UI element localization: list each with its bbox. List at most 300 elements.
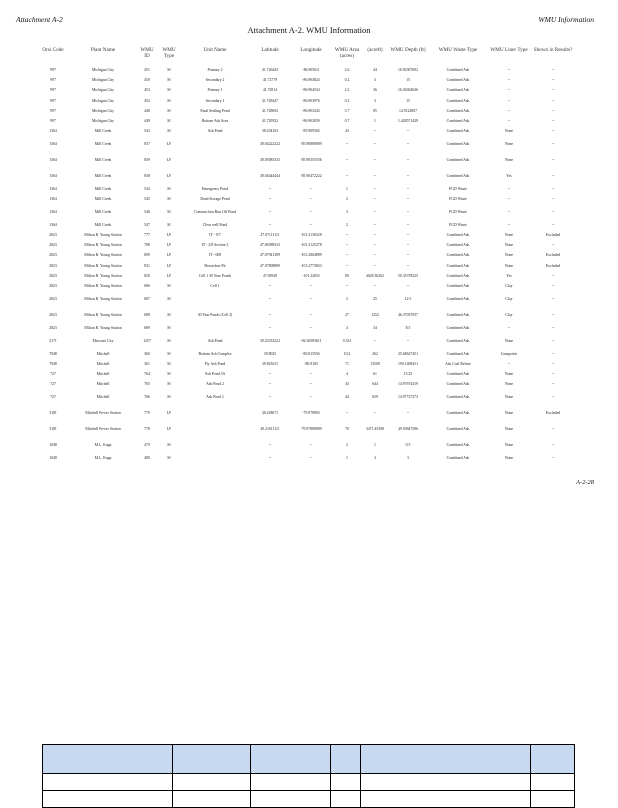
cell-plant: Michigan City: [91, 118, 115, 123]
cell-shown: Excluded: [545, 263, 561, 268]
cell-plant: Michigan City: [91, 98, 115, 103]
cell-lat: 41.728447: [261, 98, 279, 103]
cell-code: 2823: [49, 253, 57, 258]
cell-depth: 50.35378225: [398, 273, 418, 278]
cell-shown: --: [551, 68, 555, 73]
cell-acreft: --: [373, 338, 377, 343]
table-row: [36, 271, 576, 281]
table-row: [36, 65, 576, 75]
footer-cell: [531, 774, 575, 791]
cell-id: 838: [144, 173, 150, 178]
cell-unit: Ash Pond 3A: [204, 372, 226, 377]
cell-acreft: 3: [374, 98, 376, 103]
column-header: Orsi Code: [42, 47, 64, 53]
cell-code: 997: [50, 78, 56, 83]
cell-waste: Combined Ash: [446, 118, 470, 123]
cell-unit: IT - 9/7: [209, 233, 221, 238]
cell-lat: 38.04444444: [260, 173, 280, 178]
cell-code: 3181: [49, 411, 57, 416]
table-row: [36, 261, 576, 271]
cell-area: 43: [345, 129, 349, 134]
cell-id: 544: [144, 186, 150, 191]
cell-waste: Combined Ash: [446, 243, 470, 248]
cell-depth: --: [406, 142, 410, 147]
cell-type: SI: [167, 455, 171, 460]
cell-lon: -86.904824: [302, 78, 320, 83]
cell-area: 80: [345, 273, 349, 278]
cell-area: 1: [346, 455, 348, 460]
table-header-row: [36, 46, 576, 65]
table-row: [36, 194, 576, 204]
cell-area: 2: [346, 196, 348, 201]
cell-code: 2823: [49, 233, 57, 238]
cell-liner: None: [504, 142, 514, 147]
cell-depth: 8.5: [405, 325, 411, 330]
cell-area: --: [345, 253, 349, 258]
cell-lat: 41.728692: [261, 108, 279, 113]
cell-code: 2823: [49, 325, 57, 330]
cell-depth: 14.9122807: [398, 108, 418, 113]
cell-lat: 40.21611111: [260, 426, 280, 431]
cell-depth: 1.428571429: [398, 118, 418, 123]
cell-lat: --: [268, 395, 272, 400]
cell-lon: -85.90888889: [300, 142, 322, 147]
cell-liner: None: [504, 372, 514, 377]
cell-shown: --: [551, 78, 555, 83]
cell-unit: [180, 291, 250, 307]
cell-lon: --: [309, 196, 313, 201]
cell-code: 1364: [49, 157, 57, 162]
cell-unit: IT - 2/8 Section 3: [201, 243, 229, 248]
cell-code: 997: [50, 68, 56, 73]
cell-type: LF: [166, 233, 172, 238]
column-header: WMU Area (acres): [334, 47, 360, 59]
cell-waste: Combined Ash: [446, 395, 470, 400]
cell-area: --: [345, 157, 349, 162]
cell-id: 839: [144, 157, 150, 162]
cell-acreft: 25: [373, 297, 377, 302]
cell-liner: --: [507, 222, 511, 227]
cell-lat: 47.05949: [262, 273, 278, 278]
footer-header-cell: [531, 745, 575, 774]
cell-unit: Ash Pond: [207, 129, 223, 134]
cell-lat: 38.05083333: [260, 157, 280, 162]
cell-lon: -79.97888889: [300, 426, 322, 431]
cell-plant: Milton R. Young Station: [84, 325, 122, 330]
cell-unit: Emergency Pond: [202, 186, 228, 191]
cell-waste: Combined Ash: [446, 372, 470, 377]
cell-type: LF: [166, 157, 172, 162]
cell-shown: --: [551, 284, 555, 289]
header-right-label: WMU Information: [538, 15, 594, 24]
cell-type: SI: [167, 284, 171, 289]
cell-plant: M.L. Kapp: [94, 442, 112, 447]
cell-lon: --: [309, 209, 313, 214]
cell-lon: --: [309, 382, 313, 387]
cell-lat: --: [268, 455, 272, 460]
cell-shown: --: [551, 297, 555, 302]
table-row: [36, 379, 576, 389]
footer-table-header-row: [43, 745, 575, 774]
cell-shown: --: [551, 209, 555, 214]
cell-liner: Yes: [506, 273, 512, 278]
cell-lon: -85.90472222: [300, 173, 322, 178]
cell-id: 777: [144, 233, 150, 238]
cell-plant: Mill Creek: [94, 196, 112, 201]
cell-lat: 47.07941389: [260, 253, 280, 258]
cell-lon: --: [309, 222, 313, 227]
cell-lon: -86.905611: [302, 68, 320, 73]
cell-unit: [180, 421, 250, 437]
cell-lat: --: [268, 284, 272, 289]
cell-plant: Mitchell: [96, 372, 110, 377]
cell-area: 1: [346, 186, 348, 191]
cell-depth: 15: [406, 78, 410, 83]
cell-area: 2.6: [344, 68, 350, 73]
cell-liner: None: [504, 382, 514, 387]
cell-shown: --: [551, 455, 555, 460]
cell-lat: --: [268, 196, 272, 201]
cell-code: 7948: [49, 351, 57, 356]
cell-unit: Dead Storage Pond: [200, 196, 230, 201]
cell-plant: Mill Creek: [94, 129, 112, 134]
cell-waste: Combined Ash: [446, 142, 470, 147]
cell-type: SI: [167, 108, 171, 113]
cell-depth: --: [406, 196, 410, 201]
table-row: [36, 220, 576, 230]
cell-depth: 15: [406, 98, 410, 103]
cell-depth: 12.5: [404, 297, 412, 302]
cell-shown: --: [551, 338, 555, 343]
cell-area: 0.2: [344, 98, 350, 103]
cell-plant: Missouri City: [92, 338, 114, 343]
cell-plant: Mitchell: [96, 351, 110, 356]
table-row: [36, 333, 576, 349]
cell-plant: Milton R. Young Station: [84, 273, 122, 278]
table-row: [36, 291, 576, 307]
cell-waste: Combined Ash: [446, 297, 470, 302]
page-number: A-2-28: [575, 479, 594, 486]
cell-unit: Clear well Pond: [202, 222, 228, 227]
footer-cell: [331, 774, 361, 791]
table-row: [36, 85, 576, 95]
cell-area: --: [345, 233, 349, 238]
cell-waste: Combined Ash: [446, 253, 470, 258]
cell-waste: Combined Ash: [446, 273, 470, 278]
cell-depth: 3: [407, 455, 409, 460]
cell-lat: --: [268, 372, 272, 377]
cell-type: SI: [167, 351, 171, 356]
cell-type: SI: [167, 222, 171, 227]
cell-waste: FGD Waste: [449, 196, 467, 201]
cell-area: 4: [346, 325, 348, 330]
cell-unit: 30 Year Ponds (Cell 2): [197, 312, 233, 317]
cell-shown: --: [551, 361, 555, 366]
cell-waste: Combined Ash: [446, 233, 470, 238]
table-row: [36, 106, 576, 116]
cell-waste: Combined Ash: [446, 129, 470, 134]
cell-id: 831: [144, 263, 150, 268]
cell-id: 809: [144, 253, 150, 258]
cell-lat: 39.8025: [263, 351, 277, 356]
cell-lon: --: [309, 312, 313, 317]
cell-acreft: --: [373, 196, 377, 201]
cell-lon: -101.2773833: [300, 263, 322, 268]
cell-type: LF: [166, 273, 172, 278]
cell-acreft: --: [373, 411, 377, 416]
cell-area: 0.7: [344, 118, 350, 123]
cell-lat: 41.72814: [262, 88, 278, 93]
footer-cell: [331, 791, 361, 808]
cell-liner: Yes: [506, 173, 512, 178]
cell-lon: -79.978893: [302, 411, 320, 416]
cell-area: --: [345, 142, 349, 147]
cell-depth: 46.37037037: [398, 312, 418, 317]
cell-shown: --: [551, 426, 555, 431]
cell-waste: Combined Ash: [446, 78, 470, 83]
cell-area: --: [345, 284, 349, 289]
cell-liner: Clay: [505, 297, 513, 302]
cell-shown: --: [551, 351, 555, 356]
cell-area: 0.331: [342, 338, 352, 343]
cell-area: 0.2: [344, 78, 350, 83]
cell-plant: Mitchell: [96, 395, 110, 400]
cell-area: 2: [346, 297, 348, 302]
cell-plant: Mill Creek: [94, 173, 112, 178]
cell-waste: Combined Ash: [446, 411, 470, 416]
cell-type: LF: [166, 173, 172, 178]
cell-depth: --: [406, 222, 410, 227]
table-row: [36, 75, 576, 85]
cell-lon: -85.909302: [302, 129, 320, 134]
column-header: WMU Type: [162, 47, 176, 59]
cell-id: 688: [144, 312, 150, 317]
cell-plant: Mitchell Power Station: [85, 426, 121, 431]
cell-acreft: 44: [373, 68, 377, 73]
cell-lon: --: [309, 395, 313, 400]
cell-acreft: 34: [373, 325, 377, 330]
cell-acreft: 85: [373, 108, 377, 113]
cell-acreft: 1252: [371, 312, 379, 317]
cell-unit: Primary 1: [207, 88, 223, 93]
cell-liner: Clay: [505, 312, 513, 317]
cell-depth: 0.5: [405, 442, 411, 447]
cell-type: SI: [167, 382, 171, 387]
cell-depth: 14.97727273: [398, 395, 418, 400]
table-row: [36, 421, 576, 437]
cell-lon: --: [309, 442, 313, 447]
footer-cell: [43, 774, 173, 791]
table-row: [36, 152, 576, 168]
cell-type: SI: [167, 325, 171, 330]
table-row: [36, 369, 576, 379]
cell-type: SI: [167, 78, 171, 83]
cell-waste: Combined Ash: [446, 263, 470, 268]
footer-header-cell: [43, 745, 173, 774]
cell-depth: --: [406, 338, 410, 343]
cell-acreft: --: [373, 157, 377, 162]
cell-lon: -86.903976: [302, 98, 320, 103]
table-row: [36, 307, 576, 323]
cell-lat: 39.823611: [262, 361, 278, 366]
table-row: [36, 116, 576, 126]
header-left-label: Attachment A-2: [16, 15, 63, 24]
cell-id: 766: [144, 395, 150, 400]
cell-depth: --: [406, 209, 410, 214]
cell-liner: --: [507, 108, 511, 113]
cell-depth: --: [406, 129, 410, 134]
cell-lat: 40.228671: [261, 411, 279, 416]
cell-plant: Milton R. Young Station: [84, 284, 122, 289]
cell-acreft: 4028.30262: [365, 273, 385, 278]
cell-unit: [180, 152, 250, 168]
cell-area: 70: [345, 426, 349, 431]
cell-plant: Mitchell: [96, 361, 110, 366]
cell-area: 2.2: [344, 88, 350, 93]
cell-code: 2823: [49, 243, 57, 248]
cell-acreft: 659: [372, 395, 378, 400]
column-header: Unit Name: [203, 47, 227, 53]
cell-shown: --: [551, 382, 555, 387]
cell-liner: None: [504, 233, 514, 238]
cell-type: LF: [166, 426, 172, 431]
cell-unit: Ash Pond: [207, 338, 223, 343]
cell-code: 1048: [49, 455, 57, 460]
cell-liner: --: [507, 68, 511, 73]
cell-liner: Composite: [500, 351, 518, 356]
cell-shown: --: [551, 173, 555, 178]
cell-area: --: [345, 243, 349, 248]
cell-lon: --: [309, 186, 313, 191]
cell-lon: -86.902839: [302, 118, 320, 123]
cell-depth: 14.97674419: [398, 382, 418, 387]
cell-plant: Michigan City: [91, 78, 115, 83]
cell-liner: None: [504, 426, 514, 431]
cell-lat: 41.729352: [261, 118, 279, 123]
table-row: [36, 437, 576, 453]
cell-depth: 15.25: [403, 372, 413, 377]
column-header: Plant Name: [90, 47, 116, 53]
cell-lat: 38.204163: [261, 129, 279, 134]
cell-plant: Milton R. Young Station: [84, 297, 122, 302]
cell-acreft: --: [373, 222, 377, 227]
cell-acreft: --: [373, 173, 377, 178]
cell-type: LF: [166, 253, 172, 258]
cell-id: 779: [144, 411, 150, 416]
cell-shown: Excluded: [545, 253, 561, 258]
cell-acreft: --: [373, 284, 377, 289]
cell-plant: Milton R. Young Station: [84, 243, 122, 248]
cell-id: 778: [144, 426, 150, 431]
cell-type: LF: [166, 243, 172, 248]
cell-unit: IT - 008: [208, 253, 222, 258]
cell-shown: --: [551, 273, 555, 278]
cell-liner: --: [507, 209, 511, 214]
cell-acreft: --: [373, 243, 377, 248]
cell-type: SI: [167, 68, 171, 73]
cell-plant: Milton R. Young Station: [84, 312, 122, 317]
cell-lon: -85.90555556: [300, 157, 322, 162]
table-row: [36, 136, 576, 152]
cell-depth: --: [406, 284, 410, 289]
cell-waste: Combined Ash: [446, 108, 470, 113]
cell-code: 2171: [49, 338, 57, 343]
cell-depth: 16.36363636: [398, 88, 418, 93]
cell-waste: FGD Waste: [449, 186, 467, 191]
cell-code: 7948: [49, 361, 57, 366]
cell-lon: -86.904534: [302, 88, 320, 93]
cell-unit: Secondary 2: [205, 78, 225, 83]
cell-acreft: 3: [374, 455, 376, 460]
cell-code: 727: [50, 372, 56, 377]
cell-liner: --: [507, 361, 511, 366]
cell-unit: Final Settling Pond: [200, 108, 230, 113]
cell-shown: --: [551, 142, 555, 147]
cell-acreft: 644: [372, 382, 378, 387]
cell-acreft: 262: [372, 351, 378, 356]
cell-code: 3181: [49, 426, 57, 431]
cell-acreft: 3: [374, 78, 376, 83]
cell-type: SI: [167, 196, 171, 201]
cell-shown: --: [551, 222, 555, 227]
cell-shown: --: [551, 442, 555, 447]
cell-shown: --: [551, 372, 555, 377]
cell-id: 686: [144, 284, 150, 289]
cell-plant: Mitchell: [96, 382, 110, 387]
cell-code: 1364: [49, 186, 57, 191]
cell-lon: --: [309, 325, 313, 330]
cell-acreft: --: [373, 186, 377, 191]
cell-waste: Combined Ash: [446, 88, 470, 93]
cell-waste: Combined Ash: [446, 338, 470, 343]
cell-lon: -101.2864889: [300, 253, 322, 258]
cell-liner: --: [507, 196, 511, 201]
cell-lat: 47.07111111: [260, 233, 280, 238]
cell-code: 1364: [49, 173, 57, 178]
cell-type: SI: [167, 98, 171, 103]
cell-type: SI: [167, 88, 171, 93]
cell-waste: Combined Ash: [446, 157, 470, 162]
table-row: [36, 96, 576, 106]
footer-cell: [251, 774, 331, 791]
cell-depth: --: [406, 253, 410, 258]
cell-area: --: [345, 263, 349, 268]
cell-plant: Mill Creek: [94, 209, 112, 214]
cell-id: 765: [144, 382, 150, 387]
cell-depth: 16.92307692: [398, 68, 418, 73]
cell-id: 689: [144, 325, 150, 330]
table-row: [36, 168, 576, 184]
cell-liner: Clay: [505, 284, 513, 289]
cell-code: 2823: [49, 312, 57, 317]
cell-unit: [180, 405, 250, 421]
cell-lon: --: [309, 284, 313, 289]
cell-area: 27: [345, 312, 349, 317]
cell-code: 2823: [49, 263, 57, 268]
cell-area: --: [345, 411, 349, 416]
cell-acreft: --: [373, 142, 377, 147]
table-row: [36, 240, 576, 250]
cell-code: 997: [50, 88, 56, 93]
cell-lat: --: [268, 222, 272, 227]
cell-lat: --: [268, 382, 272, 387]
cell-unit: Construction Run Off Pond: [194, 209, 236, 214]
cell-lat: 47.07808889: [260, 263, 280, 268]
cell-id: 453: [144, 88, 150, 93]
cell-area: 4: [346, 372, 348, 377]
cell-id: 449: [144, 118, 150, 123]
cell-liner: None: [504, 243, 514, 248]
